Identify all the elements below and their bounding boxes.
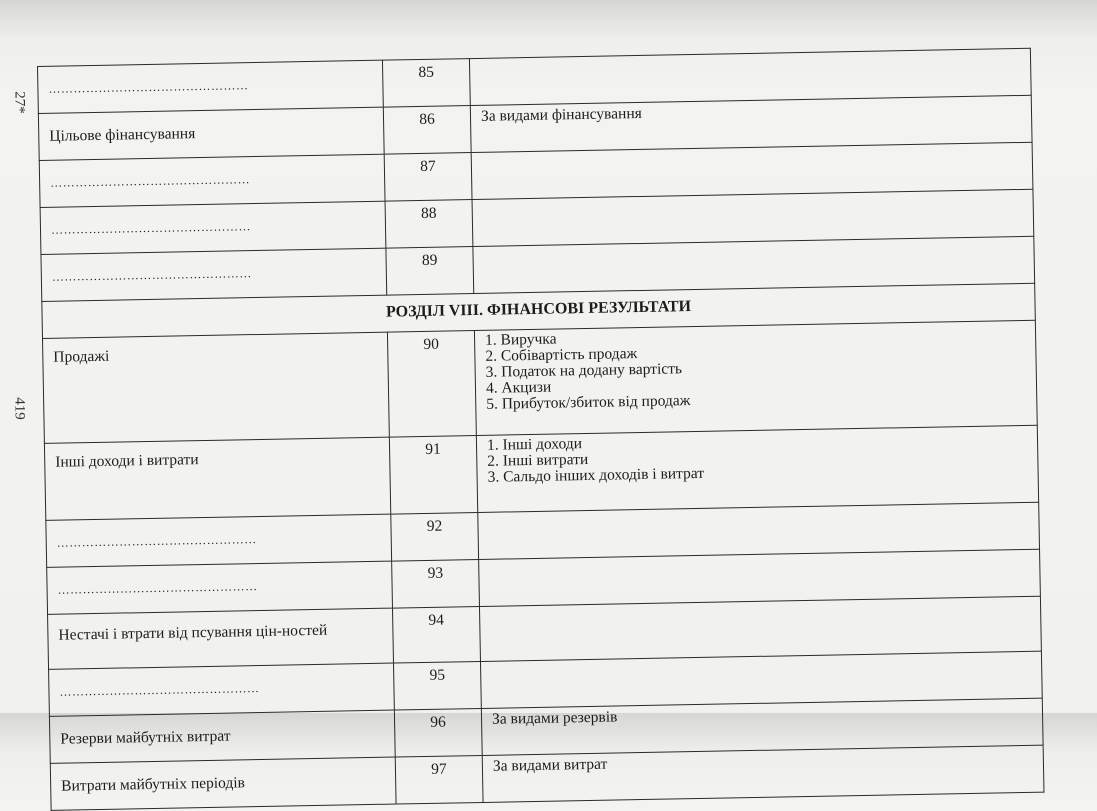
account-name: ………………………………………… — [39, 154, 385, 207]
account-subitems — [476, 425, 1038, 512]
account-name: ………………………………………… — [38, 60, 384, 113]
account-code: 96 — [394, 708, 482, 757]
page-marker: 27* — [11, 91, 28, 114]
account-name: Резерви майбутніх витрат — [49, 710, 395, 763]
account-name: ………………………………………… — [40, 201, 386, 254]
account-code: 89 — [386, 247, 474, 296]
account-note: За видами резервів — [481, 698, 1043, 755]
account-name: Інші доходи і витрати — [44, 437, 390, 520]
list-item: 1. Інші доходи — [486, 435, 583, 454]
list-item: 1. Виручка — [484, 330, 557, 349]
account-code: 88 — [385, 200, 473, 249]
account-name: Цільове фінансування — [38, 107, 384, 160]
account-code: 97 — [395, 755, 483, 804]
list-item: 3. Податок на додану вартість — [485, 360, 683, 381]
account-code: 87 — [384, 153, 472, 202]
account-name: ………………………………………… — [41, 248, 387, 301]
account-name: ………………………………………… — [47, 561, 393, 614]
account-code: 93 — [392, 559, 480, 608]
account-note: За видами витрат — [482, 745, 1044, 802]
list-item: 2. Собівартість продаж — [485, 345, 638, 365]
account-code: 85 — [382, 59, 470, 108]
list-item: 4. Акцизи — [485, 378, 552, 397]
account-code: 94 — [392, 606, 480, 663]
account-note — [479, 596, 1041, 661]
account-note: За видами фінансування — [470, 95, 1032, 152]
account-name: ………………………………………… — [49, 663, 395, 716]
account-name: Витрати майбутніх періодів — [50, 757, 396, 810]
accounts-table-sheet — [37, 48, 1043, 811]
account-name: Нестачі і втрати від псування цін-ностей — [48, 608, 394, 669]
list-item: 5. Прибуток/збиток від продаж — [486, 392, 691, 413]
table-row — [42, 320, 1037, 443]
account-code: 95 — [394, 661, 482, 710]
list-item: 3. Сальдо інших доходів і витрат — [487, 464, 705, 486]
section-title: РОЗДІЛ VIII. ФІНАНСОВІ РЕЗУЛЬТАТИ — [42, 283, 1036, 338]
account-name: Продажі — [42, 332, 389, 443]
account-subitems — [474, 320, 1037, 435]
account-name: ………………………………………… — [46, 514, 392, 567]
account-code: 90 — [387, 331, 476, 438]
account-code: 92 — [391, 512, 479, 561]
account-code: 91 — [389, 436, 477, 515]
account-code: 86 — [383, 106, 471, 155]
list-item: 2. Інші витрати — [487, 450, 589, 470]
accounts-table — [37, 48, 1044, 811]
page-number: 419 — [11, 397, 28, 420]
